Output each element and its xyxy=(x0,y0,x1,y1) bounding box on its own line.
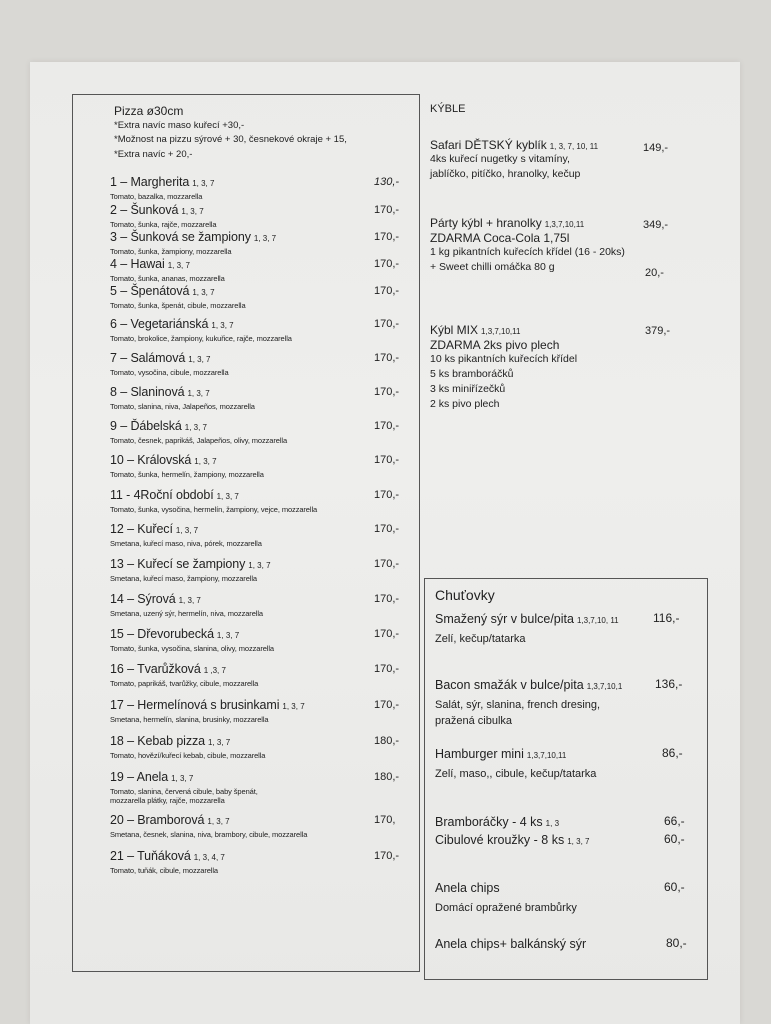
allergens: 1, 3, 7 xyxy=(167,261,190,270)
pizza-price: 180,- xyxy=(374,771,400,783)
allergens: 1,3,7,10,1 xyxy=(586,682,623,691)
pizza-ingredients: Tomato, šunka, vysočina, slanina, olivy, mozzarella xyxy=(110,644,275,653)
pizza-item xyxy=(110,230,410,256)
allergens: 1, 3, 7 xyxy=(181,207,204,216)
pizza-row xyxy=(110,592,410,607)
pizza-ingredients: Tomato, šunka, špenát, cibule, mozzarella xyxy=(110,301,246,310)
kyble-mix-price: 379,- xyxy=(645,325,671,337)
pizza-ingredients: Tomato, paprikáš, tvarůžky, cibule, mozzarella xyxy=(110,679,259,688)
snack-title: Bramboráčky - 4 ks xyxy=(435,815,543,829)
pizza-ingredients: Smetana, hermelín, slanina, brusinky, mozzarella xyxy=(110,715,269,724)
pizza-name: 10 – Královská xyxy=(110,453,192,467)
allergens: 1, 3 xyxy=(545,819,560,828)
kyble-mix-desc: 10 ks pikantních kuřecích křídel xyxy=(430,353,578,365)
pizza-ingredients: Tomato, šunka, vysočina, hermelín, žampiony, vejce, mozzarella xyxy=(110,505,318,514)
pizza-ingredients: Tomato, slanina, niva, Jalapeños, mozzarella xyxy=(110,402,255,411)
kyble-party-title: Párty kýbl + hranolky xyxy=(430,216,542,230)
pizza-item xyxy=(110,734,410,760)
pizza-item xyxy=(110,770,410,805)
allergens: 1, 3, 7, 10, 11 xyxy=(549,142,599,151)
pizza-price: 170,- xyxy=(374,318,400,330)
pizza-ingredients: Tomato, šunka, ananas, mozzarella xyxy=(110,274,225,283)
pizza-name: 4 – Hawai xyxy=(110,257,165,271)
pizza-ingredients: Tomato, šunka, hermelín, žampiony, mozzarella xyxy=(110,470,264,479)
pizza-ingredients: Tomato, šunka, žampiony, mozzarella xyxy=(110,247,232,256)
allergens: 1, 3, 7 xyxy=(253,234,277,243)
pizza-name: 14 – Sýrová xyxy=(110,592,176,606)
pizza-item xyxy=(110,257,410,283)
snack-title: Hamburger mini xyxy=(435,747,524,761)
snack-title: Cibulové kroužky - 8 ks xyxy=(435,833,565,847)
pizza-item xyxy=(110,385,410,411)
allergens: 1,3,7,10,11 xyxy=(544,220,585,229)
pizza-ingredients: Tomato, hovězí/kuřecí kebab, cibule, mozzarella xyxy=(110,751,266,760)
pizza-note: *Možnost na pizzu sýrové + 30, česnekové okraje + 15, xyxy=(114,134,347,145)
pizza-price: 170, xyxy=(374,814,396,826)
kyble-safari xyxy=(430,138,598,182)
allergens: 1,3,7,10,11 xyxy=(526,751,567,760)
allergens: 1,3,7,10,11 xyxy=(481,327,521,336)
allergens: 1, 3, 7 xyxy=(216,631,240,640)
snack-price: 60,- xyxy=(664,832,685,846)
allergens: 1, 3, 7 xyxy=(188,355,211,364)
pizza-row xyxy=(110,522,410,537)
pizza-item xyxy=(110,203,410,229)
pizza-item xyxy=(110,592,410,618)
snack-desc: pražená cibulka xyxy=(435,715,513,727)
kyble-heading: KÝBLE xyxy=(430,103,466,115)
snack-item xyxy=(435,610,619,647)
chutovky-heading: Chuťovky xyxy=(435,587,495,603)
kyble-party-extra: ZDARMA Coca-Cola 1,75l xyxy=(430,231,570,245)
pizza-ingredients: Tomato, bazalka, mozzarella xyxy=(110,192,203,201)
snack-price: 60,- xyxy=(664,880,685,894)
pizza-row xyxy=(110,257,410,272)
pizza-row xyxy=(110,557,410,572)
pizza-price: 170,- xyxy=(374,231,400,243)
allergens: 1, 3, 7 xyxy=(184,423,208,432)
snack-desc: Zelí, kečup/tatarka xyxy=(435,633,526,645)
kyble-party xyxy=(430,216,625,275)
pizza-name: 17 – Hermelínová s brusinkami xyxy=(110,698,280,712)
pizza-name: 9 – Ďábelská xyxy=(110,419,182,433)
snack-desc: Salát, sýr, slanina, french dresing, xyxy=(435,699,601,711)
pizza-price: 170,- xyxy=(374,699,400,711)
pizza-ingredients: Smetana, česnek, slanina, niva, brambory, cibule, mozzarella xyxy=(110,830,308,839)
pizza-row xyxy=(110,284,410,299)
kyble-mix-desc: 5 ks bramboráčků xyxy=(430,368,514,380)
pizza-name: 12 – Kuřecí xyxy=(110,522,173,536)
pizza-price: 170,- xyxy=(374,386,400,398)
allergens: 1, 3, 7 xyxy=(208,738,231,747)
pizza-name: 16 – Tvarůžková xyxy=(110,662,201,676)
kyble-safari-desc: 4ks kuřecí nugetky s vitamíny, xyxy=(430,153,570,165)
pizza-ingredients: Tomato, tuňák, cibule, mozzarella xyxy=(110,866,219,875)
pizza-ingredients: Smetana, uzený sýr, hermelín, niva, mozzarella xyxy=(110,609,263,618)
snack-price: 80,- xyxy=(666,936,687,950)
kyble-party-price: 349,- xyxy=(643,219,669,231)
pizza-price: 170,- xyxy=(374,352,400,364)
pizza-name: 8 – Slaninová xyxy=(110,385,185,399)
pizza-item xyxy=(110,698,410,724)
allergens: 1,3,7,10, 11 xyxy=(576,616,619,625)
snack-desc: Domácí opražené brambůrky xyxy=(435,902,577,914)
allergens: 1, 3, 7 xyxy=(175,526,199,535)
pizza-row xyxy=(110,351,410,366)
pizza-ingredients: Tomato, vysočina, cibule, mozzarella xyxy=(110,368,229,377)
pizza-item xyxy=(110,813,410,839)
pizza-price: 170,- xyxy=(374,523,400,535)
snack-item xyxy=(435,676,622,729)
pizza-name: 21 – Tuňáková xyxy=(110,849,191,863)
pizza-name: 18 – Kebab pizza xyxy=(110,734,206,748)
allergens: 1, 3, 7 xyxy=(187,389,210,398)
pizza-name: 20 – Bramborová xyxy=(110,813,205,827)
pizza-ingredients: Smetana, kuřecí maso, niva, pórek, mozzarella xyxy=(110,539,262,548)
pizza-price: 170,- xyxy=(374,593,400,605)
kyble-safari-desc: jablíčko, pitíčko, hranolky, kečup xyxy=(430,168,581,180)
kyble-mix xyxy=(430,323,577,412)
pizza-row xyxy=(110,230,410,245)
pizza-row xyxy=(110,317,410,332)
pizza-ingredients: Tomato, česnek, paprikáš, Jalapeños, olivy, mozzarella xyxy=(110,436,288,445)
pizza-row xyxy=(110,849,410,864)
allergens: 1, 3, 7 xyxy=(211,321,234,330)
pizza-ingredients: Smetana, kuřecí maso, žampiony, mozzarella xyxy=(110,574,257,583)
pizza-row xyxy=(110,453,410,468)
pizza-name: 15 – Dřevorubecká xyxy=(110,627,214,641)
snack-title: Bacon smažák v bulce/pita xyxy=(435,678,584,692)
pizza-name: 11 - 4Roční období xyxy=(110,488,214,502)
pizza-name: 2 – Šunková xyxy=(110,203,179,217)
pizza-ingredients: Tomato, brokolice, žampiony, kukuřice, rajče, mozzarella xyxy=(110,334,292,343)
pizza-row xyxy=(110,488,410,503)
pizza-row xyxy=(110,770,410,785)
kyble-party-sauce-price: 20,- xyxy=(645,267,664,279)
snack-desc: Zelí, maso,, cibule, kečup/tatarka xyxy=(435,768,597,780)
pizza-ingredients: mozzarella plátky, rajče, mozzarella xyxy=(110,796,225,805)
pizza-row xyxy=(110,813,410,828)
pizza-row xyxy=(110,734,410,749)
pizza-item xyxy=(110,522,410,548)
allergens: 1, 3, 7 xyxy=(178,596,201,605)
pizza-price: 170,- xyxy=(374,420,400,432)
snack-title: Smažený sýr v bulce/pita xyxy=(435,612,574,626)
pizza-item xyxy=(110,557,410,583)
pizza-price: 170,- xyxy=(374,850,400,862)
pizza-item xyxy=(110,488,410,514)
pizza-name: 1 – Margherita xyxy=(110,175,190,189)
allergens: 1, 3, 7 xyxy=(216,492,239,501)
pizza-item xyxy=(110,351,410,377)
pizza-price: 130,- xyxy=(374,176,400,188)
snack-price: 66,- xyxy=(664,814,685,828)
pizza-row xyxy=(110,662,410,677)
allergens: 1, 3, 7 xyxy=(194,457,217,466)
pizza-price: 170,- xyxy=(374,663,400,675)
pizza-row xyxy=(110,175,410,190)
pizza-name: 3 – Šunková se žampiony xyxy=(110,230,251,244)
snack-price: 136,- xyxy=(655,677,683,691)
kyble-safari-price: 149,- xyxy=(643,142,669,154)
kyble-mix-title: Kýbl MIX xyxy=(430,323,479,337)
pizza-row xyxy=(110,627,410,642)
allergens: 1, 3, 7 xyxy=(248,561,271,570)
snack-price: 116,- xyxy=(653,611,680,625)
pizza-price: 170,- xyxy=(374,558,400,570)
snack-item xyxy=(435,879,577,916)
pizza-price: 180,- xyxy=(374,735,400,747)
pizza-name: 6 – Vegetariánská xyxy=(110,317,209,331)
pizza-price: 170,- xyxy=(374,489,400,501)
kyble-party-desc: 1 kg pikantních kuřecích křídel (16 - 20ks) xyxy=(430,246,625,258)
pizza-ingredients: Tomato, šunka, rajče, mozzarella xyxy=(110,220,217,229)
allergens: 1, 3, 4, 7 xyxy=(193,853,225,862)
allergens: 1, 3, 7 xyxy=(282,702,305,711)
pizza-name: 7 – Salámová xyxy=(110,351,186,365)
snack-item xyxy=(435,813,559,831)
kyble-party-desc: + Sweet chilli omáčka 80 g xyxy=(430,261,555,273)
allergens: 1, 3, 7 xyxy=(207,817,230,826)
snack-item xyxy=(435,935,586,953)
pizza-row xyxy=(110,698,410,713)
pizza-name: 13 – Kuřecí se žampiony xyxy=(110,557,246,571)
pizza-item xyxy=(110,453,410,479)
pizza-name: 5 – Špenátová xyxy=(110,284,190,298)
kyble-safari-title: Safari DĚTSKÝ kyblík xyxy=(430,138,547,152)
pizza-note: *Extra navíc maso kuřecí +30,- xyxy=(114,119,245,131)
pizza-price: 170,- xyxy=(374,454,400,466)
kyble-mix-extra: ZDARMA 2ks pivo plech xyxy=(430,338,560,352)
pizza-heading: Pizza ø30cm xyxy=(114,104,184,118)
allergens: 1, 3, 7 xyxy=(192,179,215,188)
pizza-item xyxy=(110,419,410,445)
snack-item xyxy=(435,745,596,782)
allergens: 1, 3, 7 xyxy=(567,837,590,846)
pizza-price: 170,- xyxy=(374,628,400,640)
pizza-row xyxy=(110,203,410,218)
pizza-note: *Extra navíc + 20,- xyxy=(114,148,193,160)
kyble-mix-desc: 2 ks pivo plech xyxy=(430,398,500,410)
allergens: 1 ,3, 7 xyxy=(203,666,226,675)
pizza-item xyxy=(110,175,410,201)
allergens: 1, 3, 7 xyxy=(171,774,194,783)
pizza-item xyxy=(110,662,410,688)
snack-item xyxy=(435,831,589,849)
pizza-item xyxy=(110,317,410,343)
snack-title: Anela chips xyxy=(435,881,500,895)
pizza-row xyxy=(110,419,410,434)
pizza-item xyxy=(110,627,410,653)
pizza-header xyxy=(114,104,347,162)
pizza-price: 170,- xyxy=(374,258,400,270)
pizza-price: 170,- xyxy=(374,285,400,297)
pizza-item xyxy=(110,849,410,875)
kyble-mix-desc: 3 ks miniřízečků xyxy=(430,383,506,395)
allergens: 1, 3, 7 xyxy=(192,288,215,297)
snack-title: Anela chips+ balkánský sýr xyxy=(435,937,587,951)
pizza-item xyxy=(110,284,410,310)
pizza-name: 19 – Anela xyxy=(110,770,169,784)
pizza-ingredients: Tomato, slanina, červená cibule, baby špenát, xyxy=(110,787,258,796)
pizza-row xyxy=(110,385,410,400)
snack-price: 86,- xyxy=(662,746,683,760)
pizza-price: 170,- xyxy=(374,204,400,216)
